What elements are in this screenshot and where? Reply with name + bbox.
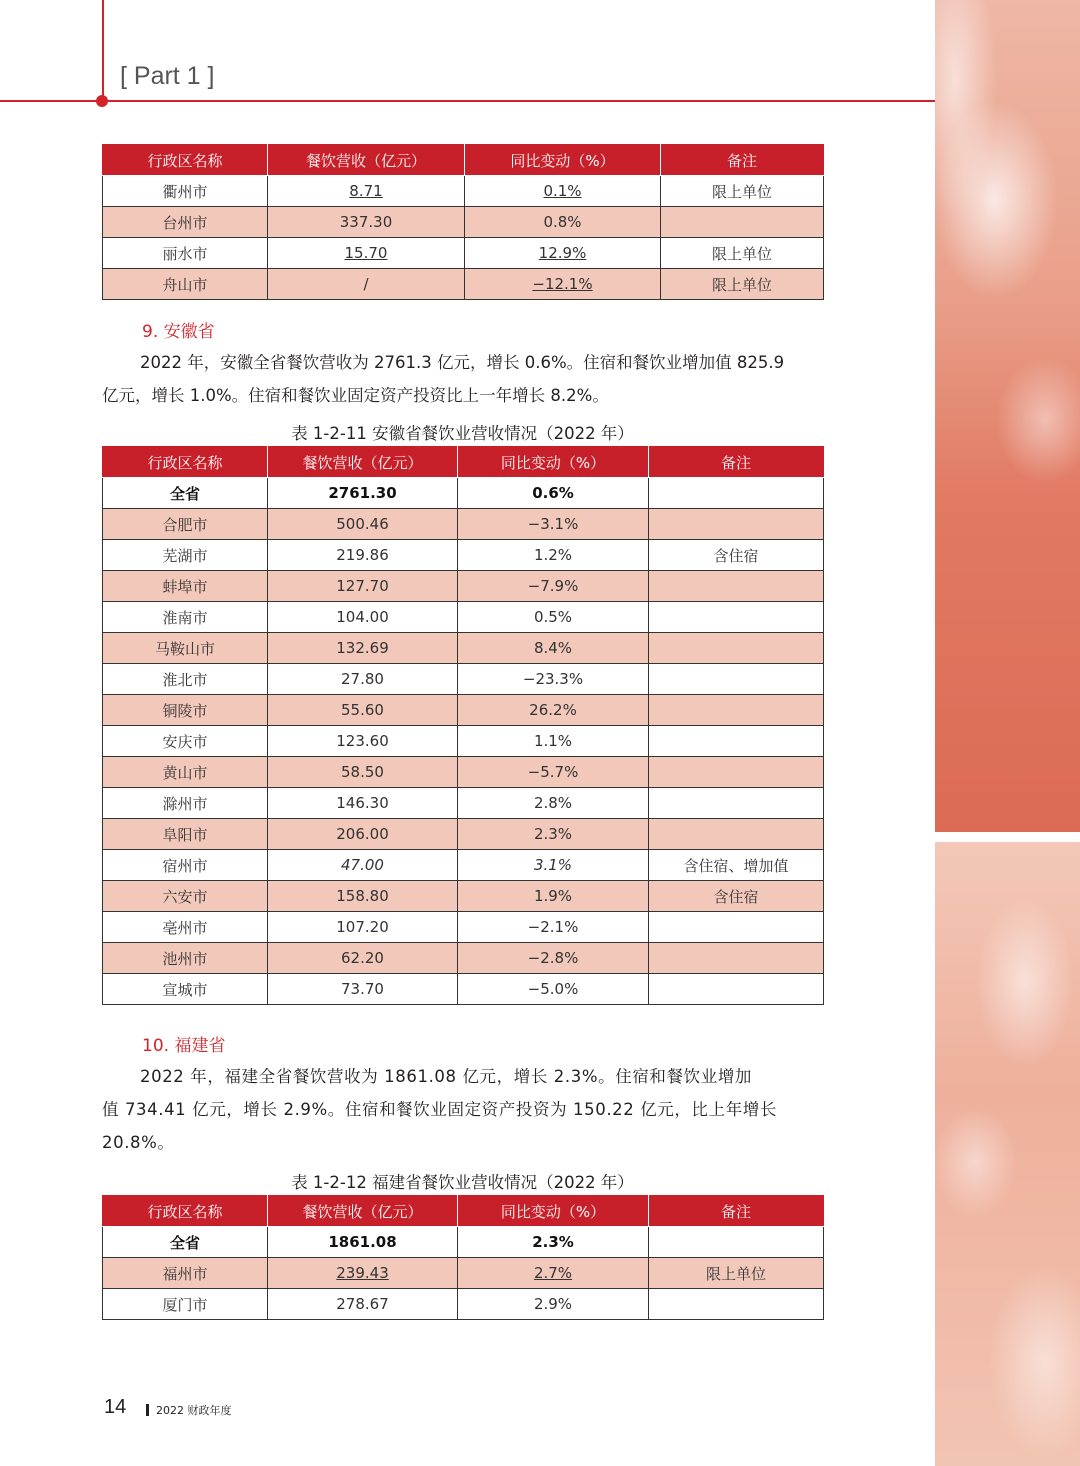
cell-change: 1.9% <box>458 881 649 912</box>
table-row <box>103 1258 824 1289</box>
cell-revenue: 500.46 <box>268 509 458 540</box>
cell-revenue: 278.67 <box>268 1289 458 1320</box>
table-header-row <box>103 1196 824 1227</box>
cell-district: 蚌埠市 <box>103 571 268 602</box>
table-row <box>103 1227 824 1258</box>
cell-change: −2.1% <box>458 912 649 943</box>
cell-note <box>649 726 824 757</box>
cell-note <box>649 943 824 974</box>
cell-district: 亳州市 <box>103 912 268 943</box>
table-row <box>103 726 824 757</box>
column-header: 同比变动（%） <box>458 447 649 478</box>
paragraph-line: 2022 年，福建全省餐饮营收为 1861.08 亿元，增长 2.3%。住宿和餐饮业增加 <box>140 1067 753 1086</box>
cell-change: −5.0% <box>458 974 649 1005</box>
cell-change: −3.1% <box>458 509 649 540</box>
column-header: 行政区名称 <box>103 1196 268 1227</box>
cell-district: 池州市 <box>103 943 268 974</box>
cell-note <box>649 664 824 695</box>
paragraph-line: 20.8%。 <box>102 1133 175 1152</box>
cell-change: 3.1% <box>458 850 649 881</box>
paragraph-fujian <box>102 1060 824 1159</box>
cell-district: 厦门市 <box>103 1289 268 1320</box>
table-fujian <box>102 1195 824 1320</box>
table-row <box>103 757 824 788</box>
cell-change: 26.2% <box>458 695 649 726</box>
cell-revenue: 107.20 <box>268 912 458 943</box>
column-header: 同比变动（%） <box>465 145 661 176</box>
cell-change: 0.5% <box>458 602 649 633</box>
column-header: 餐饮营收（亿元） <box>268 1196 458 1227</box>
cell-note <box>649 757 824 788</box>
cell-change: 12.9% <box>465 238 661 269</box>
cell-district: 宣城市 <box>103 974 268 1005</box>
paragraph-line: 值 734.41 亿元，增长 2.9%。住宿和餐饮业固定资产投资为 150.22 亿元，比上年增长 <box>102 1100 778 1119</box>
table-row <box>103 850 824 881</box>
decorative-photo-top <box>935 0 1080 832</box>
cell-note: 含住宿 <box>649 881 824 912</box>
paragraph-anhui <box>102 346 824 412</box>
cell-note <box>649 509 824 540</box>
cell-change: 8.4% <box>458 633 649 664</box>
table-row <box>103 943 824 974</box>
cell-district: 马鞍山市 <box>103 633 268 664</box>
table-caption-fujian: 表 1-2-12 福建省餐饮业营收情况（2022 年） <box>291 1173 634 1192</box>
cell-revenue: 2761.30 <box>268 478 458 509</box>
cell-note <box>649 478 824 509</box>
table-header-row <box>103 447 824 478</box>
cell-change: 0.8% <box>465 207 661 238</box>
cell-district: 安庆市 <box>103 726 268 757</box>
section-heading-fujian: 10. 福建省 <box>142 1036 226 1056</box>
cell-district: 宿州市 <box>103 850 268 881</box>
cell-note <box>649 819 824 850</box>
table-row <box>103 540 824 571</box>
cell-revenue: / <box>268 269 465 300</box>
cell-revenue: 219.86 <box>268 540 458 571</box>
table-row <box>103 269 824 300</box>
footer-divider <box>146 1404 149 1416</box>
cell-note <box>649 633 824 664</box>
cell-revenue: 104.00 <box>268 602 458 633</box>
cell-change: 2.9% <box>458 1289 649 1320</box>
cell-district: 黄山市 <box>103 757 268 788</box>
cell-district: 铜陵市 <box>103 695 268 726</box>
cell-revenue: 27.80 <box>268 664 458 695</box>
table-row <box>103 912 824 943</box>
table-row <box>103 176 824 207</box>
cell-revenue: 239.43 <box>268 1258 458 1289</box>
table-row <box>103 695 824 726</box>
cell-change: 2.8% <box>458 788 649 819</box>
footer-title: 2022 财政年度 <box>156 1404 232 1417</box>
cell-note <box>649 912 824 943</box>
cell-revenue: 47.00 <box>268 850 458 881</box>
cell-change: −12.1% <box>465 269 661 300</box>
cell-revenue: 15.70 <box>268 238 465 269</box>
section-heading-anhui: 9. 安徽省 <box>142 322 215 342</box>
table-header-row <box>103 145 824 176</box>
cell-revenue: 337.30 <box>268 207 465 238</box>
paragraph-line: 亿元，增长 1.0%。住宿和餐饮业固定资产投资比上一年增长 8.2%。 <box>102 386 609 405</box>
table-row <box>103 881 824 912</box>
cell-district: 丽水市 <box>103 238 268 269</box>
cell-note <box>649 974 824 1005</box>
table-row <box>103 633 824 664</box>
cell-revenue: 62.20 <box>268 943 458 974</box>
table-row <box>103 664 824 695</box>
cell-district: 全省 <box>103 478 268 509</box>
cell-district: 滁州市 <box>103 788 268 819</box>
cell-change: 0.1% <box>465 176 661 207</box>
table-row <box>103 238 824 269</box>
cell-district: 合肥市 <box>103 509 268 540</box>
table-caption-anhui: 表 1-2-11 安徽省餐饮业营收情况（2022 年） <box>291 424 634 443</box>
cell-change: −2.8% <box>458 943 649 974</box>
column-header: 行政区名称 <box>103 447 268 478</box>
cell-district: 阜阳市 <box>103 819 268 850</box>
cell-note: 含住宿、增加值 <box>649 850 824 881</box>
table-row <box>103 571 824 602</box>
cell-change: 2.7% <box>458 1258 649 1289</box>
column-header: 备注 <box>649 447 824 478</box>
cell-revenue: 55.60 <box>268 695 458 726</box>
page-number: 14 <box>104 1396 127 1418</box>
cell-note <box>649 1289 824 1320</box>
column-header: 备注 <box>649 1196 824 1227</box>
table-zhejiang-continued <box>102 144 824 300</box>
header-rule-dot <box>96 95 108 107</box>
cell-district: 芜湖市 <box>103 540 268 571</box>
cell-note <box>649 602 824 633</box>
cell-change: −5.7% <box>458 757 649 788</box>
cell-change: −23.3% <box>458 664 649 695</box>
column-header: 同比变动（%） <box>458 1196 649 1227</box>
cell-change: 2.3% <box>458 1227 649 1258</box>
cell-note: 含住宿 <box>649 540 824 571</box>
table-row <box>103 974 824 1005</box>
table-row <box>103 1289 824 1320</box>
cell-note: 限上单位 <box>661 176 824 207</box>
cell-district: 衢州市 <box>103 176 268 207</box>
cell-district: 六安市 <box>103 881 268 912</box>
table-row <box>103 478 824 509</box>
table-row <box>103 207 824 238</box>
cell-revenue: 1861.08 <box>268 1227 458 1258</box>
cell-note: 限上单位 <box>649 1258 824 1289</box>
table-row <box>103 788 824 819</box>
table-row <box>103 602 824 633</box>
column-header: 餐饮营收（亿元） <box>268 447 458 478</box>
decorative-photo-bottom <box>935 842 1080 1466</box>
paragraph-line: 2022 年，安徽全省餐饮营收为 2761.3 亿元，增长 0.6%。住宿和餐饮业增加值 825.9 <box>140 353 785 372</box>
column-header: 备注 <box>661 145 824 176</box>
cell-district: 舟山市 <box>103 269 268 300</box>
cell-note: 限上单位 <box>661 238 824 269</box>
cell-revenue: 206.00 <box>268 819 458 850</box>
cell-district: 淮北市 <box>103 664 268 695</box>
cell-change: 1.2% <box>458 540 649 571</box>
cell-change: 1.1% <box>458 726 649 757</box>
cell-district: 福州市 <box>103 1258 268 1289</box>
cell-revenue: 58.50 <box>268 757 458 788</box>
cell-revenue: 158.80 <box>268 881 458 912</box>
header-vertical-rule <box>102 0 104 100</box>
cell-note <box>649 1227 824 1258</box>
cell-revenue: 146.30 <box>268 788 458 819</box>
cell-note <box>649 788 824 819</box>
cell-change: 2.3% <box>458 819 649 850</box>
cell-revenue: 8.71 <box>268 176 465 207</box>
cell-revenue: 127.70 <box>268 571 458 602</box>
cell-change: −7.9% <box>458 571 649 602</box>
cell-note <box>649 695 824 726</box>
table-anhui <box>102 446 824 1005</box>
cell-revenue: 73.70 <box>268 974 458 1005</box>
cell-district: 全省 <box>103 1227 268 1258</box>
table-row <box>103 509 824 540</box>
cell-note: 限上单位 <box>661 269 824 300</box>
cell-district: 淮南市 <box>103 602 268 633</box>
cell-revenue: 132.69 <box>268 633 458 664</box>
header-horizontal-rule <box>0 100 935 102</box>
column-header: 行政区名称 <box>103 145 268 176</box>
cell-note <box>649 571 824 602</box>
cell-change: 0.6% <box>458 478 649 509</box>
cell-note <box>661 207 824 238</box>
cell-revenue: 123.60 <box>268 726 458 757</box>
part-label: [ Part 1 ] <box>120 62 215 90</box>
cell-district: 台州市 <box>103 207 268 238</box>
table-row <box>103 819 824 850</box>
column-header: 餐饮营收（亿元） <box>268 145 465 176</box>
